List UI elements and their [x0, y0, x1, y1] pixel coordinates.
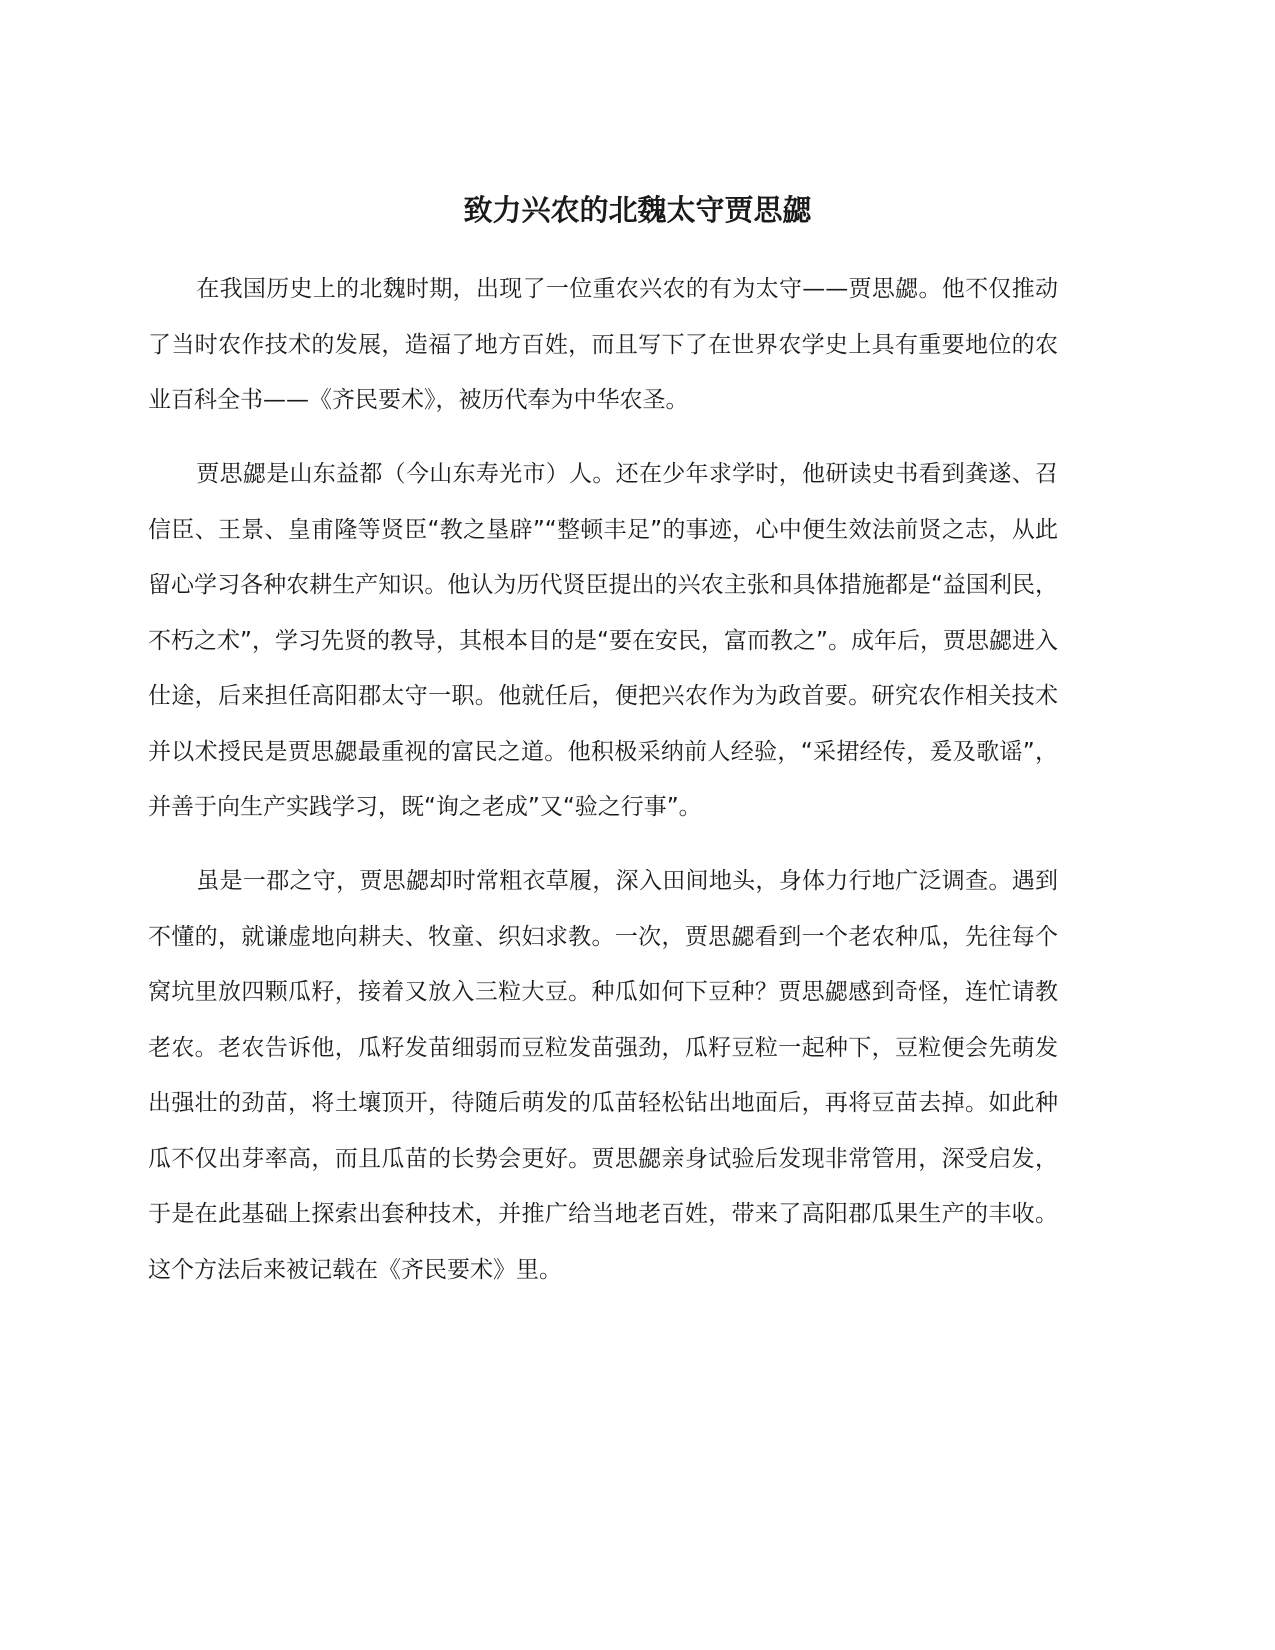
document-body — [148, 262, 1058, 1317]
paragraph-3: 虽是一郡之守，贾思勰却时常粗衣草履，深入田间地头，身体力行地广泛调查。遇到不懂的，就谦虚地向耕夫、牧童、织妇求教。一次，贾思勰看到一个老农种瓜，先往每个窝坑里放四颗瓜籽，接着又放入三粒大豆。种瓜如何下豆种？贾思勰感到奇怪，连忙请教老农。老农告诉他，瓜籽发苗细弱而豆粒发苗强劲，瓜籽豆粒一起种下，豆粒便会先萌发出强壮的劲苗，将土壤顶开，待随后萌发的瓜苗轻松钻出地面后，再将豆苗去掉。如此种瓜不仅出芽率高，而且瓜苗的长势会更好。贾思勰亲身试验后发现非常管用，深受启发，于是在此基础上探索出套种技术，并推广给当地老百姓，带来了高阳郡瓜果生产的丰收。这个方法后来被记载在《齐民要术》里。 — [148, 868, 1058, 1283]
paragraph-1: 在我国历史上的北魏时期，出现了一位重农兴农的有为太守——贾思勰。他不仅推动了当时农作技术的发展，造福了地方百姓，而且写下了在世界农学史上具有重要地位的农业百科全书——《齐民要术》，被历代奉为中华农圣。 — [148, 276, 1058, 413]
document-title: 致力兴农的北魏太守贾思勰 — [463, 193, 812, 227]
paragraph-2: 贾思勰是山东益都（今山东寿光市）人。还在少年求学时，他研读史书看到龚遂、召信臣、王景、皇甫隆等贤臣“教之垦辟”“整顿丰足”的事迹，心中便生效法前贤之志，从此留心学习各种农耕生产知识。他认为历代贤臣提出的兴农主张和具体措施都是“益国利民，不朽之术”，学习先贤的教导，其根本目的是“要在安民，富而教之”。成年后，贾思勰进入仕途，后来担任高阳郡太守一职。他就任后，便把兴农作为为政首要。研究农作相关技术并以术授民是贾思勰最重视的富民之道。他积极采纳前人经验，“采捃经传，爰及歌谣”，并善于向生产实践学习，既“询之老成”又“验之行事”。 — [148, 461, 1058, 820]
